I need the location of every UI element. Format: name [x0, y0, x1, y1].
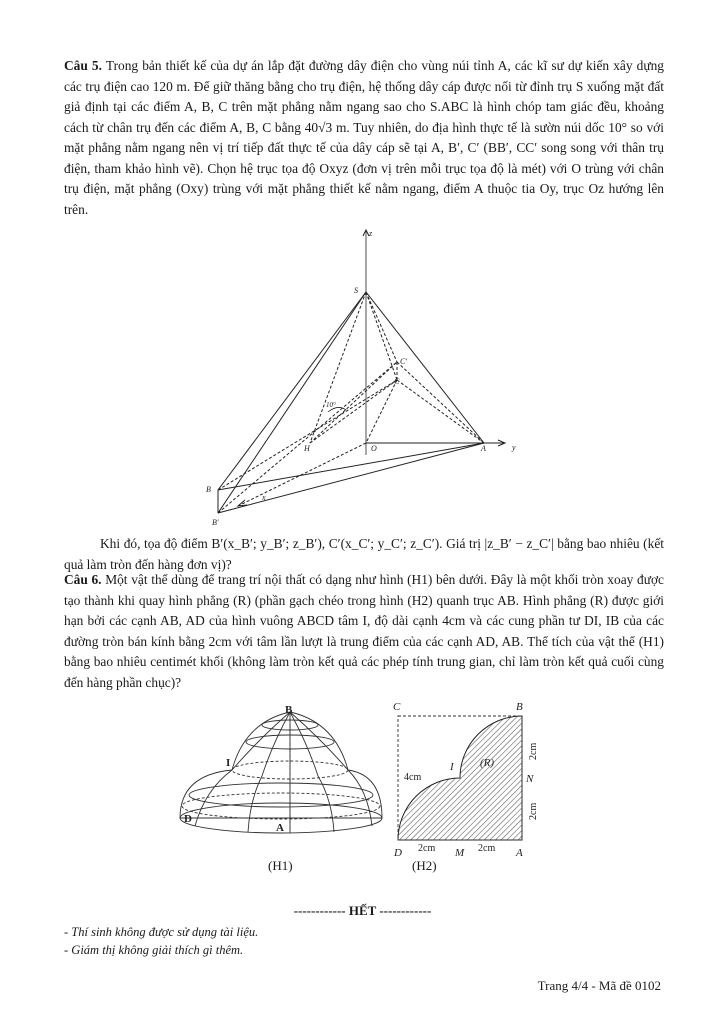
h2-label-b: B: [516, 701, 523, 713]
h2-label-d: D: [394, 847, 402, 859]
h1-label-i: I: [226, 757, 231, 769]
end-marker: ------------ HẾT ------------: [293, 903, 432, 918]
label-o: O: [371, 444, 377, 453]
h2-len-2cm-right: 2cm: [528, 802, 539, 820]
label-y: y: [512, 443, 516, 452]
h2-label-m: M: [455, 847, 465, 859]
h2-label-n: N: [526, 773, 534, 785]
h2-label-c: C: [393, 701, 401, 713]
h2-len-4cm: 4cm: [404, 772, 422, 783]
caption-h1: (H1): [268, 858, 293, 873]
h2-len-2cm-bottom-1: 2cm: [418, 843, 436, 854]
label-b1: B′: [212, 518, 219, 527]
h1-label-a: A: [276, 822, 284, 834]
question-6-label: Câu 6.: [64, 572, 102, 587]
page-footer: Trang 4/4 - Mã đề 0102: [537, 978, 661, 993]
label-c1: C′: [400, 357, 408, 366]
h2-label-a: A: [516, 847, 523, 859]
h1-label-b: B: [285, 704, 293, 716]
question-6-text: Một vật thể dùng để trang trí nội thất có dạng như hình (H1) bên dưới. Đây là một khối tròn xoay được tạo thành khi quay hình phẳng (R) (phần gạch chéo trong hình (H2) quanh trục AB. Hình phẳng (R) được giới hạn bởi các cạnh AB, AD của hình vuông ABCD tâm I, độ dài cạnh 4cm và các cung phần tư DI, IB của các đường tròn bán kính bằng 2cm với tâm lần lượt là trung điểm của các cạnh AD, AB. Thể tích của vật thể (H1) bằng bao nhiêu centimét khối (không làm tròn kết quả các phép tính trung gian, chỉ làm tròn kết quả cuối cùng đến hàng phần chục)?: [64, 572, 664, 690]
label-x: x: [262, 493, 266, 502]
question-5-label: Câu 5.: [64, 58, 102, 73]
label-angle: 10°: [326, 401, 336, 409]
h2-len-2cm-top: 2cm: [528, 742, 539, 760]
note-1: - Thí sinh không được sử dụng tài liệu.: [64, 925, 259, 939]
question-5-ask: Khi đó, tọa độ điểm B′(x_B′; y_B′; z_B′), C′(x_C′; y_C′; z_C′). Giá trị |z_B′ − z_C′| bằng bao nhiêu (kết quả làm tròn đến hàng đơn vị)?: [64, 536, 664, 572]
h1-label-d: D: [184, 813, 192, 825]
h2-label-i: I: [450, 761, 454, 773]
label-z: z: [369, 229, 373, 238]
label-s: S: [354, 286, 358, 295]
question-5-text: Trong bản thiết kế của dự án lắp đặt đường dây điện cho vùng núi tỉnh A, các kĩ sư dự kiến xây dựng các trụ điện cao 120 m. Để giữ thăng bằng cho trụ điện, hệ thống dây cáp được nối từ đỉnh trụ S xuống mặt đất giả định tại các điểm A, B, C trên mặt phẳng nằm ngang sao cho S.ABC là hình chóp tam giác đều, khoảng cách từ chân trụ đến các điểm A, B, C bằng 40√3 m. Tuy nhiên, do địa hình thực tế là sườn núi dốc 10° so với mặt phẳng nằm ngang nên vị trí tiếp đất thực tế của dây cáp sẽ tại A, B′, C′ (BB′, CC′ song song với thân trụ điện, tham khảo hình vẽ). Chọn hệ trục tọa độ Oxyz (đơn vị trên mỗi trục tọa độ là mét) với O trùng với chân trụ điện, mặt phẳng (Oxy) trùng với mặt phẳng thiết kế nằm ngang, điểm A thuộc tia Oy, trục Oz hướng lên trên.: [64, 58, 664, 217]
caption-h2: (H2): [412, 858, 437, 873]
label-b: B: [206, 485, 211, 494]
label-c: C: [394, 377, 400, 386]
label-a: A: [481, 444, 486, 453]
label-h: H: [304, 444, 310, 453]
h2-label-r: (R): [480, 757, 495, 769]
note-2: - Giám thị không giải thích gì thêm.: [64, 943, 244, 957]
h2-len-2cm-bottom-2: 2cm: [478, 843, 496, 854]
